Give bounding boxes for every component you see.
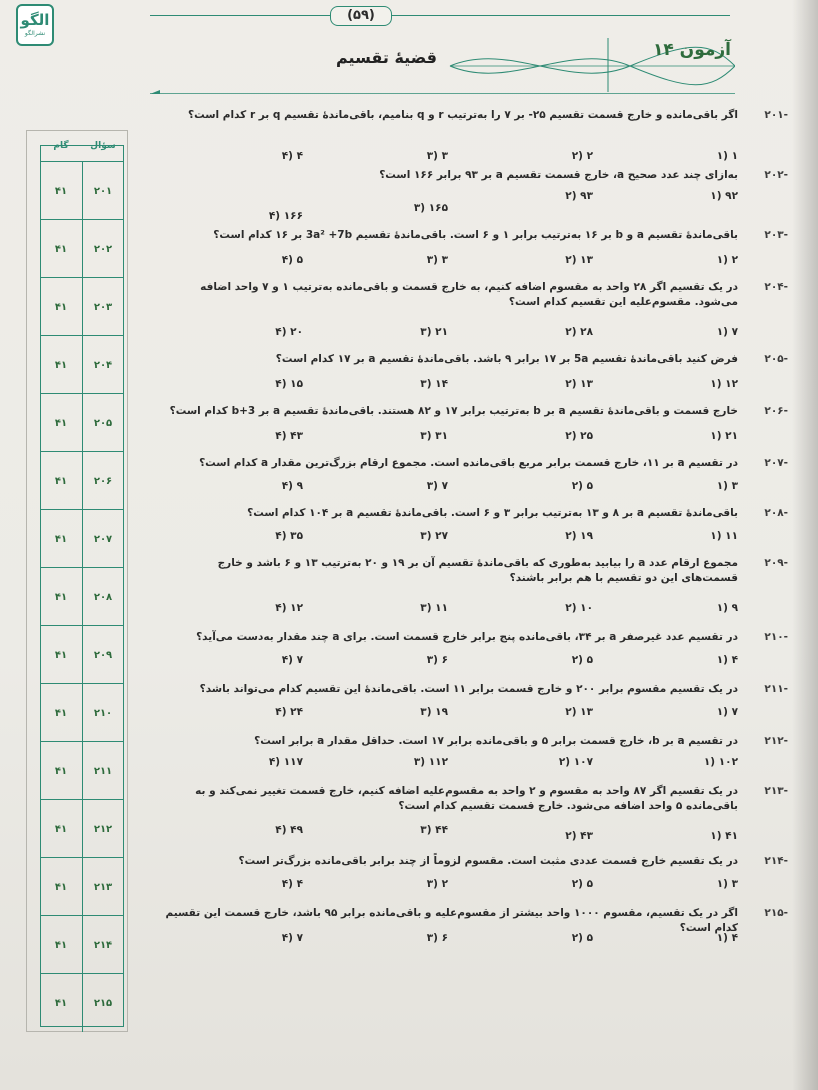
option-3: ۳ (۳ xyxy=(426,254,448,266)
option-4: ۱۲ (۴ xyxy=(275,602,303,614)
exam-title: آزمون ۱۴ xyxy=(653,40,731,60)
option-3: ۱۹ (۳ xyxy=(420,706,448,718)
answer-step: ۴۱ xyxy=(40,800,83,858)
question-number: -۲۱۱ xyxy=(764,683,788,695)
answer-q: ۲۱۲ xyxy=(93,823,113,835)
answer-q: ۲۰۹ xyxy=(93,649,113,661)
answer-q: ۲۰۷ xyxy=(93,533,113,545)
answer-key-panel xyxy=(26,130,128,1032)
question-stem: باقی‌ماندهٔ تقسیم a بر ۸ و ۱۳ به‌ترتیب برابر ۳ و ۶ است. باقی‌ماندهٔ تقسیم a بر ۱۰۴ کدام است؟ xyxy=(247,507,738,519)
question-stem: فرض کنید باقی‌ماندهٔ تقسیم 5a بر ۱۷ برابر ۹ باشد. باقی‌ماندهٔ تقسیم a بر ۱۷ کدام است؟ xyxy=(275,353,738,365)
col-question-header: سؤال xyxy=(90,141,116,151)
question-stem: اگر در یک تقسیم، مقسوم ۱۰۰۰ واحد بیشتر از مقسوم‌علیه و باقی‌مانده برابر ۹۵ باشد، خارج قسمت این تقسیم کدام است؟ xyxy=(165,907,738,934)
answer-row xyxy=(40,915,124,974)
question-number: -۲۱۳ xyxy=(764,785,788,797)
answer-row xyxy=(40,509,124,568)
option-2: ۴۳ (۲ xyxy=(565,830,593,842)
options-208 xyxy=(158,530,738,546)
option-1: ۴۱ (۱ xyxy=(710,830,738,842)
options-215 xyxy=(158,932,738,948)
option-4: ۷ (۴ xyxy=(281,654,303,666)
answer-q: ۲۱۵ xyxy=(93,997,113,1009)
option-2: ۲۸ (۲ xyxy=(565,326,593,338)
question-number: -۲۱۰ xyxy=(764,631,788,643)
option-4: ۲۴ (۴ xyxy=(275,706,303,718)
question-number: -۲۰۶ xyxy=(764,405,788,417)
answer-step: ۴۱ xyxy=(40,742,83,800)
option-3: ۲۷ (۳ xyxy=(420,530,448,542)
question-number: -۲۰۲ xyxy=(764,169,788,181)
options-213 xyxy=(158,824,738,846)
option-3: ۱۱ (۳ xyxy=(420,602,448,614)
option-1: ۷ (۱ xyxy=(716,706,738,718)
options-210 xyxy=(158,654,738,670)
answer-q: ۲۰۴ xyxy=(93,359,113,371)
option-1: ۳ (۱ xyxy=(716,878,738,890)
options-206 xyxy=(158,430,738,446)
option-3: ۱۱۲ (۳ xyxy=(413,756,448,768)
option-2: ۵ (۲ xyxy=(571,878,593,890)
col-step-header: گام xyxy=(53,141,69,151)
option-1: ۱ (۱ xyxy=(716,150,738,162)
answer-row xyxy=(40,799,124,858)
option-4: ۴ (۴ xyxy=(281,878,303,890)
answer-step: ۴۱ xyxy=(40,974,83,1032)
option-3: ۴۴ (۳ xyxy=(420,824,448,836)
option-4: ۵ (۴ xyxy=(281,254,303,266)
option-4: ۱۶۶ (۴ xyxy=(268,210,303,222)
banner-wave-graphic xyxy=(150,36,735,94)
options-202 xyxy=(158,190,738,222)
option-4: ۴۳ (۴ xyxy=(275,430,303,442)
option-4: ۷ (۴ xyxy=(281,932,303,944)
answer-step: ۴۱ xyxy=(40,916,83,974)
question-number: -۲۱۲ xyxy=(764,735,788,747)
question-202 xyxy=(158,168,788,183)
option-3: ۶ (۳ xyxy=(426,654,448,666)
question-208 xyxy=(158,506,788,521)
question-stem: خارج قسمت و باقی‌ماندهٔ تقسیم a بر b به‌ترتیب برابر ۱۷ و ۸۲ هستند. باقی‌ماندهٔ تقسیم a بر b+3 کدام است؟ xyxy=(169,405,738,417)
option-2: ۲ (۲ xyxy=(571,150,593,162)
options-212 xyxy=(158,756,738,772)
option-1: ۲ (۱ xyxy=(716,254,738,266)
options-204 xyxy=(158,326,738,342)
answer-q: ۲۰۵ xyxy=(93,417,113,429)
option-1: ۲۱ (۱ xyxy=(710,430,738,442)
answer-q: ۲۰۲ xyxy=(93,243,113,255)
question-stem: در یک تقسیم اگر ۲۸ واحد به مقسوم اضافه کنیم، به خارج قسمت و باقی‌مانده به‌ترتیب ۱ و ۷ واحد اضافه می‌شود. مقسوم‌علیه این تقسیم کدام است؟ xyxy=(200,281,738,308)
answer-step: ۴۱ xyxy=(40,568,83,626)
question-number: -۲۰۵ xyxy=(764,353,788,365)
answer-step: ۴۱ xyxy=(40,278,83,336)
question-stem: در تقسیم عدد غیرصفر a بر ۳۴، باقی‌مانده پنج برابر خارج قسمت است. برای a چند مقدار به‌دست می‌آید؟ xyxy=(196,631,738,643)
answer-step: ۴۱ xyxy=(40,858,83,916)
option-2: ۱۳ (۲ xyxy=(565,706,593,718)
question-stem: در یک تقسیم مقسوم برابر ۲۰۰ و خارج قسمت برابر ۱۱ است. باقی‌ماندهٔ این تقسیم کدام می‌تواند باشد؟ xyxy=(199,683,738,695)
answer-step: ۴۱ xyxy=(40,626,83,684)
option-1: ۱۰۲ (۱ xyxy=(703,756,738,768)
option-3: ۱۴ (۳ xyxy=(420,378,448,390)
answer-key-header xyxy=(40,141,124,155)
option-3: ۲۱ (۳ xyxy=(420,326,448,338)
option-4: ۴ (۴ xyxy=(281,150,303,162)
option-2: ۹۳ (۲ xyxy=(565,190,593,202)
answer-row xyxy=(40,741,124,800)
option-1: ۹۲ (۱ xyxy=(710,190,738,202)
chapter-banner xyxy=(150,36,735,94)
question-stem: در یک تقسیم خارج قسمت عددی مثبت است. مقسوم لزوماً از چند برابر باقی‌مانده بزرگ‌تر است؟ xyxy=(238,855,738,867)
question-204 xyxy=(158,280,788,310)
answer-q: ۲۰۶ xyxy=(93,475,113,487)
question-number: -۲۰۸ xyxy=(764,507,788,519)
question-203 xyxy=(158,228,788,243)
answer-step: ۴۱ xyxy=(40,510,83,568)
answer-q: ۲۱۴ xyxy=(93,939,113,951)
answer-q: ۲۱۰ xyxy=(93,707,113,719)
option-2: ۱۰ (۲ xyxy=(565,602,593,614)
answer-step: ۴۱ xyxy=(40,220,83,278)
question-number: -۲۱۵ xyxy=(764,907,788,919)
page-edge-shadow xyxy=(792,0,818,1090)
question-number: -۲۰۱ xyxy=(764,109,788,121)
option-4: ۳۵ (۴ xyxy=(275,530,303,542)
option-4: ۲۰ (۴ xyxy=(275,326,303,338)
option-3: ۷ (۳ xyxy=(426,480,448,492)
options-214 xyxy=(158,878,738,894)
answer-row xyxy=(40,277,124,336)
question-number: -۲۰۷ xyxy=(764,457,788,469)
publisher-logo xyxy=(16,4,54,46)
question-number: -۲۰۹ xyxy=(764,557,788,569)
header-rule xyxy=(150,15,730,16)
answer-q: ۲۰۱ xyxy=(93,185,113,197)
question-207 xyxy=(158,456,788,471)
option-2: ۱۳ (۲ xyxy=(565,378,593,390)
option-1: ۳ (۱ xyxy=(716,480,738,492)
answer-step: ۴۱ xyxy=(40,162,83,220)
answer-step: ۴۱ xyxy=(40,452,83,510)
answer-row xyxy=(40,567,124,626)
page-number: (۵۹) xyxy=(330,6,392,26)
question-number: -۲۰۳ xyxy=(764,229,788,241)
option-3: ۳ (۳ xyxy=(426,150,448,162)
option-3: ۳۱ (۳ xyxy=(420,430,448,442)
answer-step: ۴۱ xyxy=(40,394,83,452)
options-201 xyxy=(158,150,738,166)
option-4: ۹ (۴ xyxy=(281,480,303,492)
options-203 xyxy=(158,254,738,270)
option-2: ۱۹ (۲ xyxy=(565,530,593,542)
question-201 xyxy=(158,108,788,123)
option-1: ۱۲ (۱ xyxy=(710,378,738,390)
option-1: ۷ (۱ xyxy=(716,326,738,338)
option-4: ۱۵ (۴ xyxy=(275,378,303,390)
answer-step: ۴۱ xyxy=(40,336,83,394)
topic-title: قضیهٔ تقسیم xyxy=(336,48,437,67)
option-4: ۱۱۷ (۴ xyxy=(268,756,303,768)
question-211 xyxy=(158,682,788,697)
question-213 xyxy=(158,784,788,814)
option-1: ۱۱ (۱ xyxy=(710,530,738,542)
options-211 xyxy=(158,706,738,722)
option-2: ۵ (۲ xyxy=(571,480,593,492)
question-stem: مجموع ارقام عدد a را بیابید به‌طوری که باقی‌ماندهٔ تقسیم آن بر ۱۹ و ۲۰ به‌ترتیب ۱۳ و ۶ باشد و خارج قسمت‌های این دو تقسیم با هم برابر باشند؟ xyxy=(217,557,738,584)
answer-row xyxy=(40,161,124,220)
logo-sub: نشرالگو xyxy=(24,30,46,37)
answer-row xyxy=(40,335,124,394)
answer-row xyxy=(40,857,124,916)
question-stem: در تقسیم a بر ۱۱، خارج قسمت برابر مربع باقی‌مانده است. مجموع ارقام بزرگ‌ترین مقدار a کدام است؟ xyxy=(199,457,738,469)
question-number: -۲۰۴ xyxy=(764,281,788,293)
option-2: ۱۳ (۲ xyxy=(565,254,593,266)
answer-row xyxy=(40,219,124,278)
option-1: ۹ (۱ xyxy=(716,602,738,614)
option-2: ۱۰۷ (۲ xyxy=(558,756,593,768)
logo-mark: الگو xyxy=(20,11,50,29)
answer-row xyxy=(40,683,124,742)
option-3: ۶ (۳ xyxy=(426,932,448,944)
question-number: -۲۱۴ xyxy=(764,855,788,867)
question-209 xyxy=(158,556,788,586)
option-2: ۲۵ (۲ xyxy=(565,430,593,442)
option-2: ۵ (۲ xyxy=(571,932,593,944)
question-212 xyxy=(158,734,788,749)
question-205 xyxy=(158,352,788,367)
answer-q: ۲۱۱ xyxy=(93,765,113,777)
option-3: ۲ (۳ xyxy=(426,878,448,890)
option-1: ۴ (۱ xyxy=(716,654,738,666)
answer-q: ۲۱۳ xyxy=(93,881,113,893)
options-209 xyxy=(158,602,738,618)
options-207 xyxy=(158,480,738,496)
option-3: ۱۶۵ (۳ xyxy=(413,202,448,214)
answer-row xyxy=(40,451,124,510)
question-stem: اگر باقی‌مانده و خارج قسمت تقسیم ۲۵- بر ۷ را به‌ترتیب r و q بنامیم، باقی‌ماندهٔ تقسیم q بر r کدام است؟ xyxy=(188,109,738,121)
question-stem: در یک تقسیم اگر ۸۷ واحد به مقسوم و ۲ واحد به مقسوم‌علیه اضافه کنیم، خارج قسمت تغییر نمی‌کند و به باقی‌مانده ۵ واحد اضافه می‌شود. خارج قسمت تقسیم کدام است؟ xyxy=(195,785,738,812)
answer-q: ۲۰۳ xyxy=(93,301,113,313)
answer-row xyxy=(40,393,124,452)
answer-row xyxy=(40,973,124,1032)
answer-q: ۲۰۸ xyxy=(93,591,113,603)
option-1: ۴ (۱ xyxy=(716,932,738,944)
options-205 xyxy=(158,378,738,394)
question-stem: باقی‌ماندهٔ تقسیم a و b بر ۱۶ به‌ترتیب برابر ۱ و ۶ است. باقی‌ماندهٔ تقسیم 3a² +7b بر ۱۶ کدام است؟ xyxy=(213,229,738,241)
answer-row xyxy=(40,625,124,684)
question-210 xyxy=(158,630,788,645)
question-stem: در تقسیم a بر b، خارج قسمت برابر ۵ و باقی‌مانده برابر ۱۷ است. حداقل مقدار a برابر است؟ xyxy=(254,735,738,747)
question-stem: به‌ازای چند عدد صحیح a، خارج قسمت تقسیم a بر ۹۳ برابر ۱۶۶ است؟ xyxy=(379,169,738,181)
option-2: ۵ (۲ xyxy=(571,654,593,666)
question-206 xyxy=(158,404,788,419)
option-4: ۴۹ (۴ xyxy=(275,824,303,836)
answer-step: ۴۱ xyxy=(40,684,83,742)
question-214 xyxy=(158,854,788,869)
